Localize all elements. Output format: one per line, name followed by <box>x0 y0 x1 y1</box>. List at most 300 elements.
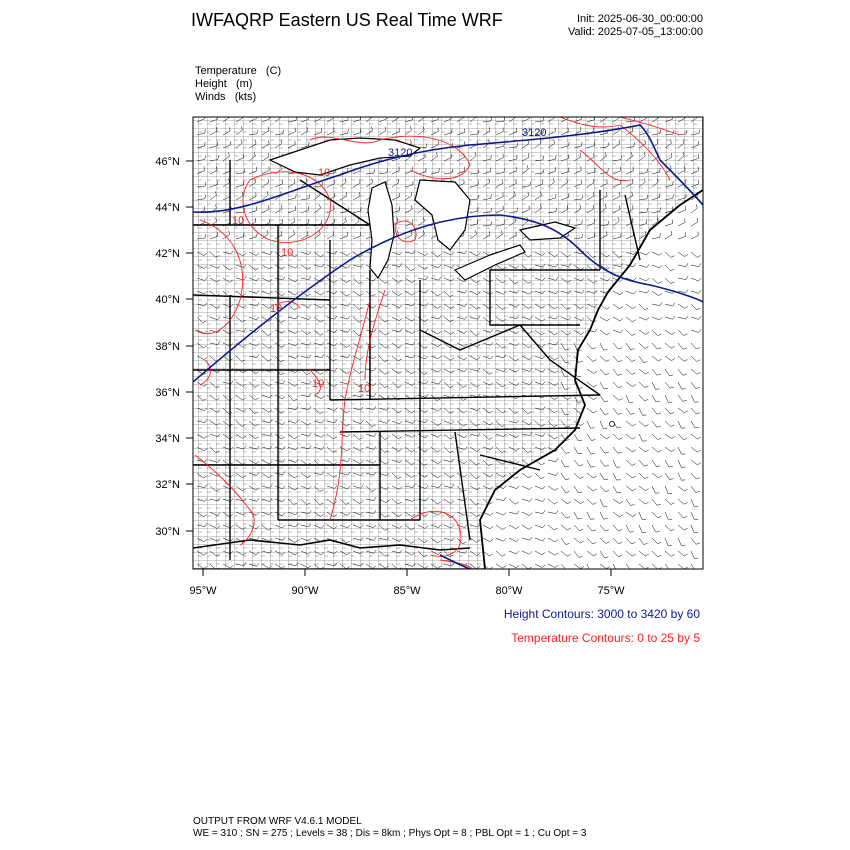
model-version: OUTPUT FROM WRF V4.6.1 MODEL <box>193 816 362 827</box>
wind-barb <box>496 564 506 568</box>
model-config: WE = 310 ; SN = 275 ; Levels = 38 ; Dis = 8km ; Phys Opt = 8 ; PBL Opt = 1 ; Cu Opt = 3 <box>193 828 587 839</box>
wind-barb <box>678 316 688 319</box>
wind-barb <box>600 382 608 389</box>
wind-barb <box>691 473 700 479</box>
wind-barb <box>665 473 673 480</box>
wind-barb <box>691 434 701 439</box>
wind-barb <box>496 525 506 530</box>
wind-barb <box>548 551 558 555</box>
wind-barb <box>639 486 649 491</box>
wind-barb <box>639 408 646 415</box>
wind-barb <box>678 382 686 389</box>
wind-barb <box>652 369 661 375</box>
lon-label: 75°W <box>597 585 625 597</box>
wind-barb <box>639 512 646 519</box>
wind-barb <box>678 525 688 530</box>
wind-barb <box>665 395 672 402</box>
temperature-contour-label: 10 <box>318 167 331 179</box>
wind-barb <box>626 304 636 309</box>
wind-barb <box>509 564 519 568</box>
wind-barb <box>600 395 608 402</box>
lon-label: 80°W <box>495 585 523 597</box>
wind-barb <box>522 525 532 529</box>
valid-time: Valid: 2025-07-05_13:00:00 <box>568 26 703 38</box>
wind-barb <box>691 263 701 266</box>
wind-barb <box>626 343 634 350</box>
wind-barb <box>665 447 675 452</box>
wind-barb <box>691 512 698 519</box>
wind-barb <box>678 551 688 556</box>
wind-barb <box>561 499 571 504</box>
wind-barb <box>678 460 685 467</box>
wind-barb <box>691 252 701 257</box>
wind-barb <box>626 408 635 414</box>
wind-barb <box>652 408 661 414</box>
wind-barb <box>678 356 688 361</box>
wind-barb <box>639 473 648 479</box>
wind-barb <box>600 512 608 519</box>
wind-barb <box>574 538 584 543</box>
wind-barb <box>483 538 493 542</box>
wind-barb <box>652 447 662 452</box>
wind-barb <box>574 434 582 441</box>
temperature-contour-label: 10 <box>312 378 325 390</box>
wind-barb <box>587 538 596 544</box>
model-info <box>193 816 586 840</box>
wind-barb <box>509 499 519 504</box>
wind-barb <box>613 499 623 504</box>
temperature-contour-label: 10 <box>281 247 294 259</box>
wind-barb <box>665 278 674 284</box>
wind-barb <box>613 291 623 295</box>
wind-barb <box>587 408 597 413</box>
wind-barb <box>691 421 699 428</box>
wind-barb <box>652 343 661 349</box>
wind-barb <box>561 486 570 493</box>
wind-barb <box>665 499 674 505</box>
wind-barb <box>665 265 674 271</box>
wind-barb <box>665 525 674 531</box>
wind-barb <box>574 512 582 519</box>
wind-barb <box>535 564 545 568</box>
wind-barb <box>574 564 584 569</box>
wind-barb <box>626 486 636 491</box>
plot-title: IWFAQRP Eastern US Real Time WRF <box>191 10 503 30</box>
wind-barb <box>691 460 701 465</box>
wind-barb <box>600 525 609 531</box>
wind-barb <box>626 551 636 556</box>
wind-barb <box>678 421 685 428</box>
wind-barb <box>613 447 622 453</box>
wind-barb <box>574 473 583 479</box>
wind-barb <box>691 408 700 414</box>
wind-barb <box>600 447 609 453</box>
wind-barb <box>548 564 558 568</box>
wind-barb <box>574 551 583 557</box>
wind-barb <box>691 499 698 506</box>
wind-barb <box>639 551 649 556</box>
wind-barb <box>665 538 672 545</box>
wind-barb <box>535 473 544 479</box>
wind-barb <box>626 525 634 532</box>
wind-barb <box>613 395 623 400</box>
wind-barb <box>613 343 622 349</box>
wind-barb <box>509 511 519 514</box>
wind-barb <box>665 512 672 519</box>
wind-barb <box>483 525 493 529</box>
wind-barb <box>626 473 636 478</box>
wind-barb <box>548 510 558 513</box>
wind-barb <box>665 421 674 427</box>
height-contour-legend: Height Contours: 3000 to 3420 by 60 <box>503 607 700 621</box>
wind-barb <box>665 551 675 556</box>
wind-barb <box>613 538 622 544</box>
wind-barb <box>587 551 597 556</box>
wind-barb <box>600 551 608 558</box>
wind-barb <box>652 278 661 284</box>
variable-height: Height (m) <box>195 78 253 90</box>
wind-barb <box>652 395 660 402</box>
wind-barb <box>613 317 623 321</box>
wind-barb <box>496 512 506 515</box>
wind-barb <box>535 551 545 555</box>
wind-barb <box>639 290 649 293</box>
wind-barb <box>626 369 636 375</box>
wind-barb <box>613 382 622 388</box>
wind-barb <box>496 497 506 500</box>
wind-barb <box>678 408 688 413</box>
wind-barb <box>535 486 545 489</box>
wind-barb <box>600 499 607 506</box>
wind-barb <box>613 551 622 557</box>
wind-barb <box>639 460 648 466</box>
wind-barb <box>600 564 610 569</box>
wind-barb <box>587 421 595 428</box>
wind-barb <box>691 232 698 239</box>
wind-barb <box>639 382 648 388</box>
wind-barb <box>665 330 675 335</box>
wind-barb <box>509 538 519 542</box>
wind-barb <box>522 564 532 569</box>
station-marker <box>610 422 615 427</box>
wind-barb <box>522 537 532 540</box>
wind-barb <box>587 525 596 531</box>
wind-barb <box>613 512 623 517</box>
height-contour-label: 3120 <box>522 127 547 139</box>
wind-barb <box>535 498 545 501</box>
wind-barb <box>626 434 636 439</box>
wind-barb <box>639 538 648 545</box>
wind-barb <box>561 551 571 556</box>
wind-barb <box>522 512 532 516</box>
wind-barb <box>613 304 623 309</box>
wind-barb <box>522 551 532 554</box>
wind-barb <box>522 473 532 478</box>
wind-barb <box>652 233 660 239</box>
wind-barb <box>626 499 635 506</box>
wind-barb <box>639 369 649 374</box>
wind-barb <box>639 317 649 320</box>
wind-barb <box>639 278 649 281</box>
wind-barb <box>522 486 532 490</box>
temperature-contour-label: 10 <box>270 303 283 315</box>
lon-label: 90°W <box>291 585 319 597</box>
wind-barb <box>600 356 610 361</box>
wind-barb <box>561 538 570 545</box>
wind-barb <box>587 369 597 374</box>
lat-label: 40°N <box>155 294 180 306</box>
wind-barb <box>587 434 596 441</box>
wind-barb <box>678 343 687 349</box>
wind-barb <box>639 264 649 267</box>
wind-barb <box>665 252 675 257</box>
wind-barb <box>535 525 545 528</box>
wind-barb <box>678 486 688 491</box>
wind-barb <box>613 330 623 333</box>
wind-barb <box>561 525 571 530</box>
wind-barb <box>587 486 597 491</box>
wind-barb <box>561 473 569 480</box>
wind-barb <box>548 458 558 461</box>
wind-barb <box>652 356 662 361</box>
wind-barb <box>626 421 636 426</box>
wind-barb <box>587 447 595 454</box>
wind-barb <box>678 434 687 440</box>
temperature-contour-label: 10 <box>358 383 371 395</box>
wind-barb <box>652 512 661 518</box>
wind-barb <box>678 447 685 454</box>
wind-barb <box>678 232 686 239</box>
wind-barb <box>509 486 519 489</box>
wind-barb <box>626 460 636 465</box>
wind-barb <box>626 317 636 322</box>
wind-barb <box>678 512 687 518</box>
wind-barb <box>691 525 698 532</box>
wind-barb <box>600 538 609 544</box>
lat-label: 36°N <box>155 387 180 399</box>
wind-barb <box>665 460 673 467</box>
wind-barb <box>639 395 648 401</box>
wind-barb <box>639 564 649 569</box>
wind-barb <box>678 206 685 213</box>
lon-label: 85°W <box>393 585 421 597</box>
wind-barb <box>665 343 675 348</box>
wind-barb <box>665 486 672 493</box>
wind-barb <box>678 473 685 480</box>
wind-barb <box>639 304 648 310</box>
wind-barb <box>665 231 672 239</box>
wind-barb <box>691 395 699 402</box>
wind-barb <box>678 252 688 257</box>
wind-barb <box>600 460 609 466</box>
lat-label: 42°N <box>155 248 180 260</box>
wind-barb <box>691 447 701 452</box>
wind-barb <box>691 356 700 362</box>
wind-barb <box>691 382 700 389</box>
wind-barb <box>639 343 648 349</box>
wind-barb <box>691 304 700 310</box>
wind-barb <box>587 473 597 478</box>
wind-barb <box>691 538 700 544</box>
wind-barb <box>613 486 621 493</box>
wind-barb <box>535 510 545 513</box>
wind-barb <box>665 303 675 306</box>
wind-barb <box>652 486 659 493</box>
wind-barb <box>626 356 635 362</box>
wind-barb <box>652 525 660 532</box>
wind-barb <box>600 317 610 321</box>
wind-barb <box>691 343 700 349</box>
wind-barb <box>652 538 661 544</box>
wind-barb <box>678 499 688 504</box>
lat-label: 34°N <box>155 433 180 445</box>
wind-barb <box>613 564 621 571</box>
wind-barb <box>626 538 635 544</box>
height-contour-label: 3120 <box>388 147 413 159</box>
wind-barb <box>691 204 697 213</box>
lon-label: 95°W <box>189 585 217 597</box>
wind-barb <box>652 330 661 336</box>
wind-barb <box>652 265 662 268</box>
wind-barb <box>613 408 622 414</box>
wind-barb <box>587 460 595 467</box>
wind-barb <box>652 434 661 440</box>
wind-barb <box>548 525 558 530</box>
wind-barb <box>574 525 583 531</box>
wind-barb <box>600 434 610 439</box>
wind-barb <box>639 499 649 504</box>
wind-barb <box>626 447 636 452</box>
wind-barb <box>600 421 607 428</box>
wind-barb <box>600 408 609 415</box>
lat-label: 46°N <box>155 156 180 168</box>
wind-barb <box>665 434 675 439</box>
wind-barb <box>678 369 687 375</box>
wind-barb <box>691 329 701 332</box>
wind-barb <box>561 460 569 467</box>
wind-barb <box>509 551 519 554</box>
lat-label: 30°N <box>155 526 180 538</box>
wind-barb <box>639 447 649 452</box>
wind-barb <box>496 538 506 541</box>
wind-barb <box>639 434 647 441</box>
wind-barb <box>665 382 674 388</box>
wind-barb <box>652 317 662 320</box>
wind-barb <box>665 220 673 227</box>
wind-barb <box>691 218 698 226</box>
wind-barb <box>639 356 647 363</box>
wind-barb <box>535 538 545 541</box>
wind-barb <box>639 421 649 426</box>
wind-barb <box>652 291 662 296</box>
wind-barb <box>652 551 661 557</box>
wind-barb <box>613 460 620 467</box>
wind-barb <box>626 330 635 336</box>
wind-barb <box>652 473 662 478</box>
wind-barb <box>509 525 519 529</box>
wind-barb <box>652 252 662 255</box>
wind-barb <box>626 382 636 387</box>
wind-barb <box>626 291 636 294</box>
wind-barb <box>665 316 675 319</box>
wind-barb <box>587 356 597 361</box>
wind-barb <box>587 564 594 571</box>
wind-barb <box>639 330 649 334</box>
wind-barb <box>665 408 674 414</box>
init-time: Init: 2025-06-30_00:00:00 <box>577 13 703 25</box>
wind-barb <box>665 356 675 361</box>
wind-barb <box>691 278 701 281</box>
wind-barb <box>678 304 688 308</box>
wind-barb <box>652 382 660 389</box>
wind-barb <box>496 551 506 556</box>
wind-barb <box>600 330 610 335</box>
wind-barb <box>678 276 688 279</box>
variable-temperature: Temperature (C) <box>195 65 282 77</box>
wind-barb <box>691 564 699 571</box>
wind-barb <box>639 252 649 255</box>
temperature-contour-label: 10 <box>232 215 245 227</box>
variable-winds: Winds (kts) <box>195 91 257 103</box>
wind-barb <box>691 551 698 558</box>
wind-barb <box>613 473 621 480</box>
wind-barb <box>613 356 622 362</box>
wind-barb <box>613 434 622 440</box>
wind-barb <box>548 538 558 542</box>
wind-barb <box>574 447 582 454</box>
wind-barb <box>639 525 646 532</box>
wind-barb <box>587 512 595 519</box>
lat-label: 44°N <box>155 202 180 214</box>
wind-barb <box>587 499 597 504</box>
wind-barb <box>691 316 701 319</box>
wind-barb <box>613 525 622 531</box>
wind-barb <box>652 302 662 305</box>
wind-barb <box>587 343 596 349</box>
wind-barb <box>548 486 558 490</box>
lat-label: 32°N <box>155 479 180 491</box>
wind-barb <box>691 486 700 493</box>
lat-label: 38°N <box>155 341 180 353</box>
wind-barb <box>574 460 583 466</box>
wind-barb <box>652 421 661 427</box>
wind-barb <box>574 486 582 493</box>
wind-barb <box>561 512 570 518</box>
wind-barb <box>600 369 609 375</box>
wind-barb <box>600 343 608 350</box>
wind-barb <box>522 498 532 501</box>
wind-barb <box>600 486 609 492</box>
wind-barb <box>574 499 584 504</box>
wind-barb <box>691 369 701 374</box>
wind-barb <box>678 395 687 401</box>
wind-barb <box>678 538 685 545</box>
wind-barb <box>600 473 608 480</box>
wind-barb <box>678 263 688 266</box>
wind-barb <box>665 369 673 376</box>
temperature-contour-legend: Temperature Contours: 0 to 25 by 5 <box>511 631 700 645</box>
wind-barb <box>652 499 661 505</box>
wind-barb <box>652 460 660 467</box>
wind-barb <box>678 218 685 226</box>
wind-barb <box>678 564 688 569</box>
wind-barb <box>548 499 558 504</box>
wind-barb <box>678 330 687 336</box>
wind-barb <box>626 395 633 402</box>
wind-barb <box>691 290 701 293</box>
wind-barb <box>613 369 622 375</box>
wind-barb <box>561 447 570 453</box>
